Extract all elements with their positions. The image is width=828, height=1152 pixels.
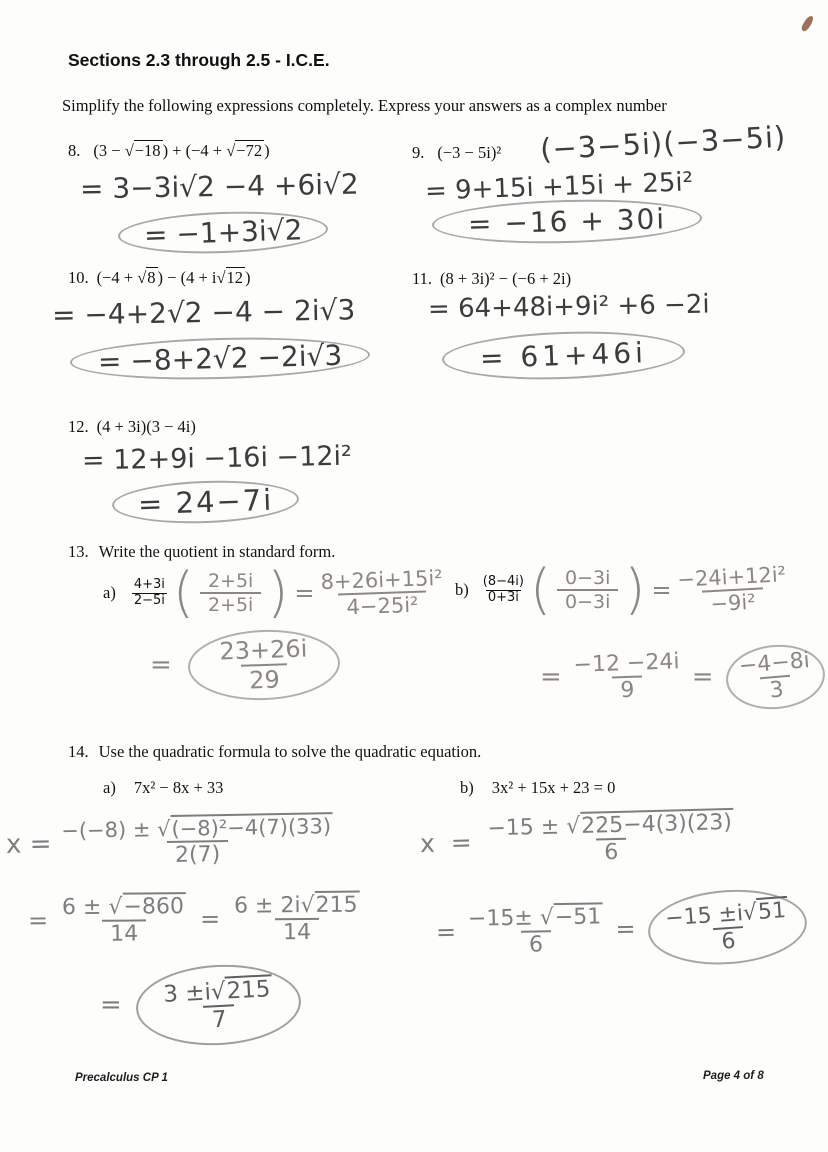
equals-sign: = <box>540 662 562 692</box>
step-fraction <box>62 892 186 947</box>
denominator: 6 <box>521 930 551 958</box>
problem-14a-expression: 7x² − 8x + 33 <box>133 778 224 797</box>
expression-text: (−4 + <box>96 268 138 287</box>
equals-sign: = <box>27 906 49 935</box>
close-paren: ) <box>624 558 646 622</box>
close-paren: ) <box>267 561 289 625</box>
variable-equals: x = <box>5 828 52 860</box>
problem-11 <box>412 269 571 289</box>
part-a-label: a) <box>103 583 116 602</box>
answer-fraction <box>219 634 309 695</box>
step-fraction <box>573 649 681 705</box>
expression-text: 3 ±i <box>162 979 212 1008</box>
problem-10-number: 10. <box>68 268 89 287</box>
numerator: 23+26i <box>218 634 308 666</box>
numerator: 2+5i <box>207 570 254 592</box>
sqrt-symbol: √ <box>210 978 227 1006</box>
problem-13b-work <box>455 558 787 622</box>
problem-12-expression: (4 + 3i)(3 − 4i) <box>96 417 196 436</box>
problem-14-number: 14. <box>68 742 89 761</box>
problem-14a <box>103 778 223 798</box>
radicand: −72 <box>236 141 263 160</box>
problem-14a-answer <box>100 965 301 1045</box>
expression-text: ) − (4 + i <box>157 268 217 287</box>
result-fraction <box>320 566 444 620</box>
sqrt-radical <box>125 140 163 161</box>
quadratic-formula-fraction <box>61 812 334 870</box>
sqrt-symbol: √ <box>226 141 236 160</box>
footer-page-number: Page 4 of 8 <box>703 1070 764 1082</box>
answer-fraction <box>737 648 812 706</box>
problem-12-number: 12. <box>68 417 89 436</box>
expression-text: 6 ± <box>61 894 102 921</box>
sqrt-symbol: √ <box>216 268 226 287</box>
sqrt-radical <box>742 896 789 926</box>
radicand: −51 <box>554 902 604 930</box>
problem-9-work-line: = 9+15i +15i + 25i² <box>424 167 694 207</box>
problem-14a-work-line <box>6 812 334 871</box>
answer-fraction <box>162 974 274 1036</box>
radicand: 12 <box>226 268 244 287</box>
circled-answer: = −8+2√2 −2i√3 <box>70 334 371 383</box>
problem-12-work-line: = 12+9i −16i −12i² <box>81 440 353 477</box>
denominator: 3 <box>760 675 792 705</box>
denominator: 6 <box>712 926 744 955</box>
problem-13b-answer <box>540 645 825 709</box>
problem-14b-answer <box>435 889 807 969</box>
problem-11-work-line: = 64+48i+9i² +6 −2i <box>427 289 710 325</box>
problem-13a-work <box>103 561 443 625</box>
numerator: −24i+12i² <box>676 562 787 592</box>
printed-fraction <box>483 575 524 605</box>
problem-10-work-line: = −4+2√2 −4 − 2i√3 <box>51 293 356 332</box>
numerator <box>487 808 734 841</box>
denominator: 4−25i² <box>338 590 427 619</box>
denominator: 2−5i <box>133 592 165 608</box>
sqrt-symbol: √ <box>565 813 581 840</box>
numerator <box>664 896 789 932</box>
problem-9-answer <box>431 196 702 246</box>
problem-9-expression: (−3 − 5i)² <box>437 143 502 162</box>
problem-9-number: 9. <box>412 143 425 162</box>
numerator: (8−4i) <box>482 574 524 590</box>
numerator: 0−3i <box>565 567 611 589</box>
denominator: −9i² <box>701 587 763 616</box>
problem-10 <box>68 267 251 288</box>
denominator: 0−3i <box>557 589 618 613</box>
equals-sign: = <box>199 904 221 933</box>
sqrt-radical <box>216 267 245 288</box>
denominator: 14 <box>102 919 146 946</box>
problem-8 <box>68 140 270 161</box>
circled-answer: = −1+3i√2 <box>117 208 329 256</box>
sqrt-radical <box>157 812 333 841</box>
open-paren: ( <box>172 561 194 625</box>
equals-sign: = <box>100 990 122 1020</box>
sqrt-radical <box>108 892 186 920</box>
sqrt-radical <box>137 267 157 288</box>
sqrt-symbol: √ <box>108 894 123 920</box>
problem-14 <box>68 742 481 762</box>
denominator: 9 <box>612 675 643 703</box>
expression-text: −15 ± <box>487 814 560 842</box>
quadratic-formula-fraction <box>487 808 735 868</box>
problem-12-answer <box>111 478 300 527</box>
part-b-label: b) <box>460 778 474 797</box>
sqrt-radical <box>540 902 604 930</box>
instructions-text: Simplify the following expressions completely. Express your answers as a complex number <box>62 96 667 115</box>
pen-mark-icon <box>800 14 815 32</box>
part-b-label: b) <box>455 580 469 599</box>
sqrt-symbol: √ <box>156 816 171 842</box>
denominator: 7 <box>203 1004 235 1034</box>
expression-text: 6 ± 2i <box>233 893 301 919</box>
radicand: 215 <box>225 974 273 1004</box>
problem-11-answer <box>441 328 685 383</box>
page-title: Sections 2.3 through 2.5 - I.C.E. <box>68 50 330 70</box>
circled-answer: = 24−7i <box>111 478 300 527</box>
denominator: 6 <box>596 838 627 866</box>
problem-11-expression: (8 + 3i)² − (−6 + 2i) <box>440 269 572 288</box>
printed-fraction <box>132 578 167 608</box>
problem-8-expression <box>93 141 269 160</box>
problem-9-work-line: (−3−5i)(−3−5i) <box>539 119 788 167</box>
step-fraction <box>234 891 360 946</box>
expression-text: ) + (−4 + <box>162 141 227 160</box>
numerator: −12 −24i <box>572 649 680 678</box>
sqrt-symbol: √ <box>124 141 134 160</box>
problem-10-answer <box>70 334 371 383</box>
problem-13-number: 13. <box>68 542 89 561</box>
equals-sign: = <box>691 662 714 692</box>
sqrt-symbol: √ <box>539 905 555 931</box>
problem-14b-expression: 3x² + 15x + 23 = 0 <box>491 778 616 797</box>
conjugate-fraction <box>557 567 618 613</box>
answer-fraction <box>664 896 790 958</box>
conjugate-fraction <box>200 570 261 616</box>
sqrt-radical <box>226 140 264 161</box>
problem-13a-answer <box>150 630 340 700</box>
step-fraction <box>468 902 604 958</box>
problem-8-work-line: = 3−3i√2 −4 +6i√2 <box>79 167 359 206</box>
radicand: 51 <box>756 896 789 925</box>
radicand: (−8)²−4(7)(33) <box>170 812 333 841</box>
circled-answer <box>134 961 303 1050</box>
expression-text: −(−8) ± <box>61 817 151 843</box>
footer-course-label: Precalculus CP 1 <box>75 1072 168 1084</box>
circled-answer: = 61+46i <box>441 328 685 383</box>
expression-text: −15 ±i <box>663 901 744 932</box>
sqrt-symbol: √ <box>137 268 147 287</box>
expression-text: ) <box>245 268 251 287</box>
expression-text: −15± <box>467 905 533 932</box>
radicand: −18 <box>134 141 161 160</box>
radicand: −860 <box>122 892 186 920</box>
sqrt-radical <box>566 808 734 839</box>
sqrt-symbol: √ <box>300 892 315 919</box>
equals-sign: = <box>615 914 636 944</box>
problem-8-number: 8. <box>68 141 81 160</box>
numerator: −4−8i <box>737 648 811 680</box>
sqrt-radical <box>300 891 359 919</box>
problem-12 <box>68 417 196 437</box>
problem-11-number: 11. <box>412 269 433 288</box>
result-fraction <box>676 562 787 618</box>
problem-13-prompt: Write the quotient in standard form. <box>98 542 336 561</box>
problem-13 <box>68 542 335 562</box>
numerator <box>162 974 272 1008</box>
equals-sign: = <box>294 579 315 607</box>
denominator: 2(7) <box>167 840 229 868</box>
radicand: 215 <box>314 891 359 918</box>
denominator: 2+5i <box>200 592 261 616</box>
circled-answer <box>645 885 809 970</box>
numerator <box>61 812 333 843</box>
radicand: 8 <box>147 268 156 287</box>
expression-text: (3 − <box>93 141 125 160</box>
denominator: 14 <box>275 918 319 945</box>
open-paren: ( <box>529 558 552 622</box>
problem-14-prompt: Use the quadratic formula to solve the quadratic equation. <box>98 742 482 761</box>
problem-8-answer <box>117 208 329 256</box>
numerator: 4+3i <box>133 577 165 593</box>
radicand: 225−4(3)(23) <box>580 808 734 839</box>
numerator <box>234 891 360 919</box>
problem-14b-work-line <box>419 808 735 870</box>
problem-14a-work-line <box>28 891 360 948</box>
equals-sign: = <box>435 917 457 947</box>
variable-equals: x = <box>419 827 477 858</box>
denominator: 29 <box>240 663 288 695</box>
expression-text: ) <box>264 141 270 160</box>
sqrt-radical <box>210 974 273 1005</box>
problem-10-expression <box>97 268 251 287</box>
numerator: 8+26i+15i² <box>319 565 443 595</box>
numerator <box>62 892 186 920</box>
circled-answer: = −16 + 30i <box>431 196 702 246</box>
part-a-label: a) <box>103 778 116 797</box>
circled-answer <box>187 627 341 702</box>
equals-sign: = <box>651 576 672 604</box>
numerator <box>468 902 604 931</box>
problem-9 <box>412 143 501 163</box>
denominator: 0+3i <box>487 589 519 605</box>
problem-14b <box>460 778 615 798</box>
equals-sign: = <box>150 650 172 680</box>
circled-answer <box>723 641 827 713</box>
sqrt-symbol: √ <box>741 900 758 927</box>
